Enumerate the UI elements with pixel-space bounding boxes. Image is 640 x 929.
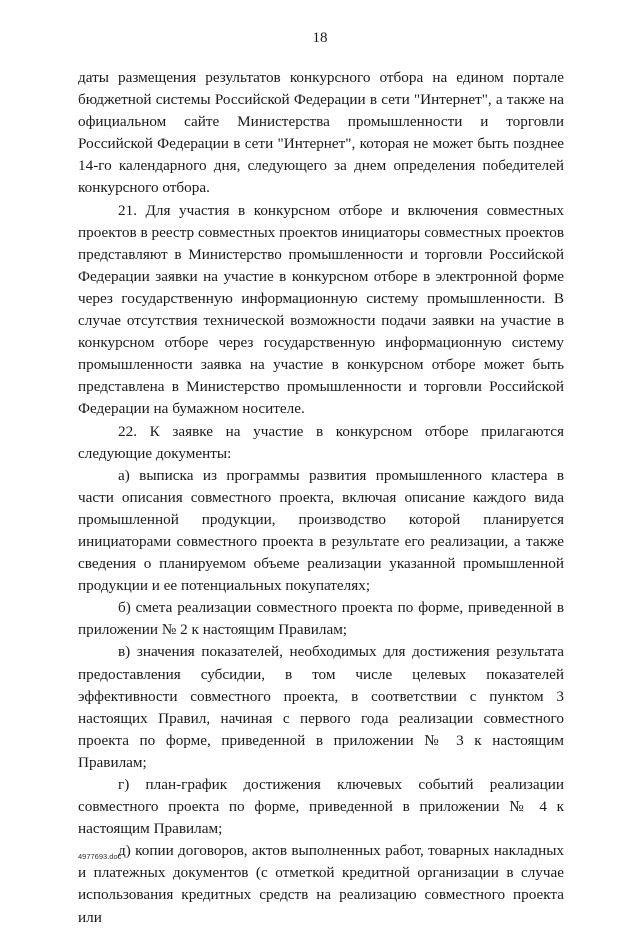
paragraph-22-b: б) смета реализации совместного проекта по форме, приведенной в приложении № 2 к настоящим Правилам; — [78, 599, 564, 639]
paragraph-22-g: г) план-график достижения ключевых событий реализации совместного проекта по форме, приведенной в приложении № 4 к настоящим Правилам; — [78, 776, 564, 838]
paragraph-22-a: а) выписка из программы развития промышленного кластера в части описания совместного проекта, включая описание каждого вида промышленной продукции, производство которой планируется инициаторами совместного проекта в результате его реализации, а также сведения о планируемом объеме реализации указанной промышленной продукции и ее потенциальных покупателях; — [78, 466, 564, 595]
footer-document-code: 4977693.doc — [78, 852, 122, 861]
paragraph-21: 21. Для участия в конкурсном отборе и включения совместных проектов в реестр совместных проектов инициаторы совместных проектов представляют в Министерство промышленности и торговли Российской Федерации заявки на участие в конкурсном отборе в электронной форме через государственную информационную систему промышленности. В случае отсутствия технической возможности подачи заявки на участие в конкурсном отборе через государственную информационную систему промышленности заявка на участие в конкурсном отборе может быть представлена в Министерство промышленности и торговли Российской Федерации на бумажном носителе. — [78, 201, 564, 418]
paragraph-22: 22. К заявке на участие в конкурсном отборе прилагаются следующие документы: — [78, 422, 564, 462]
paragraph-22-v: в) значения показателей, необходимых для достижения результата предоставления субсидии, в том числе целевых показателей эффективности совместного проекта, в соответствии с пунктом 3 настоящих Правил, начиная с первого года реализации совместного проекта по форме, приведенной в приложении № 3 к настоящим Правилам; — [78, 643, 564, 771]
document-body — [78, 67, 564, 929]
paragraph-continuation: даты размещения результатов конкурсного отбора на едином портале бюджетной системы Российской Федерации в сети "Интернет", а также на официальном сайте Министерства промышленности и торговли Российской Федерации в сети "Интернет", которая не может быть позднее 14-го календарного дня, следующего за днем определения победителей конкурсного отбора. — [78, 69, 564, 197]
page-number: 18 — [312, 30, 328, 46]
paragraph-22-d: д) копии договоров, актов выполненных работ, товарных накладных и платежных документов (с отметкой кредитной организации в случае использования кредитных средств на реализацию совместного проекта или — [78, 842, 564, 926]
